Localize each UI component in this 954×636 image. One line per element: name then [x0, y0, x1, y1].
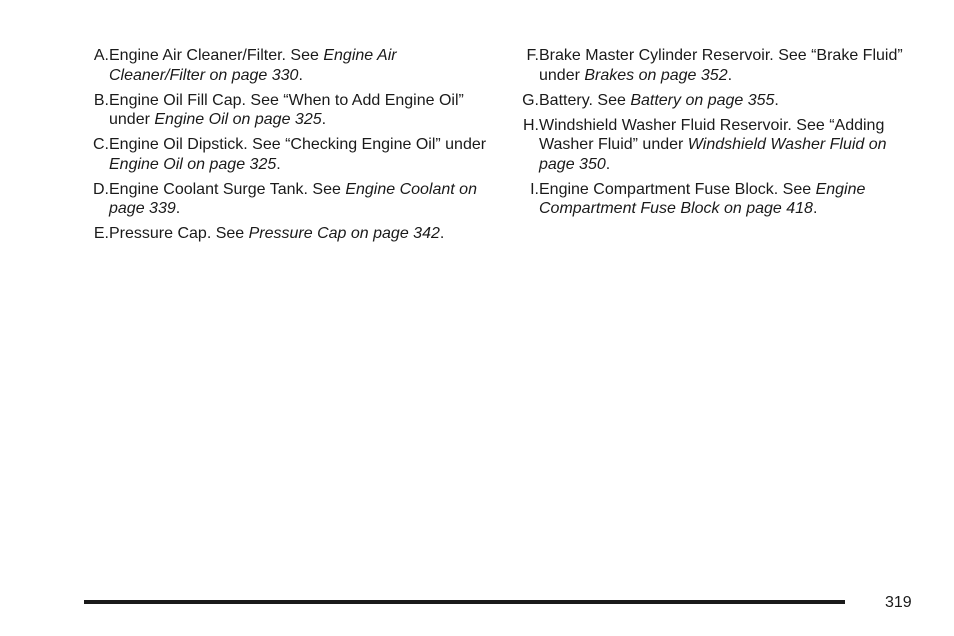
item-end: .	[727, 66, 733, 84]
list-item	[510, 91, 920, 111]
right-column	[510, 46, 920, 224]
page-reference[interactable]: Pressure Cap on page 342	[248, 225, 440, 242]
page-number: 319	[885, 594, 912, 611]
item-end: .	[439, 225, 445, 242]
page-reference[interactable]: Windshield Washer Fluid on page 350	[539, 136, 887, 173]
item-text: Windshield Washer Fluid Reservoir. See “Adding Washer Fluid” under	[539, 116, 885, 153]
item-text: Engine Compartment Fuse Block. See	[539, 180, 816, 198]
item-text: Engine Air Cleaner/Filter. See	[109, 47, 324, 64]
item-text: Pressure Cap. See	[109, 225, 249, 242]
item-end: .	[321, 111, 327, 128]
page-reference[interactable]: Brakes on page 352	[584, 66, 728, 84]
item-letter: I.	[530, 180, 539, 198]
left-column	[80, 46, 490, 249]
page-reference[interactable]: Engine Oil on page 325	[154, 111, 322, 128]
list-item	[80, 91, 490, 130]
item-letter: H.	[523, 116, 539, 134]
list-item	[80, 224, 490, 244]
footer-rule	[84, 600, 845, 604]
list-item	[510, 116, 920, 175]
item-text: Battery. See	[539, 91, 631, 109]
item-text: Engine Oil Fill Cap. See “When to Add Engine Oil” under	[109, 91, 464, 128]
page-reference[interactable]: Engine Compartment Fuse Block on page 418	[539, 180, 866, 217]
list-item	[80, 180, 490, 219]
item-letter: F.	[526, 47, 539, 64]
item-end: .	[298, 66, 303, 84]
list-item	[80, 46, 490, 85]
item-end: .	[276, 155, 281, 173]
item-end: .	[774, 91, 779, 109]
item-letter: C.	[93, 136, 109, 153]
item-letter: B.	[93, 91, 109, 109]
list-item	[80, 135, 490, 174]
page-reference[interactable]: Engine Air Cleaner/Filter on page 330	[109, 47, 397, 84]
item-text: Engine Oil Dipstick. See “Checking Engine Oil” under	[109, 136, 487, 153]
page-reference[interactable]: Battery on page 355	[630, 91, 775, 109]
item-end: .	[175, 200, 181, 217]
item-letter: E.	[93, 225, 109, 242]
list-item	[510, 180, 920, 219]
item-letter: A.	[93, 47, 109, 64]
page-reference[interactable]: Engine Oil on page 325	[109, 155, 277, 173]
item-end: .	[605, 155, 611, 173]
item-end: .	[812, 200, 818, 217]
item-text: Engine Coolant Surge Tank. See	[109, 180, 346, 198]
item-letter: G.	[522, 91, 539, 109]
item-letter: D.	[93, 180, 109, 198]
page-reference[interactable]: Engine Coolant on page 339	[109, 180, 477, 217]
item-text: Brake Master Cylinder Reservoir. See “Brake Fluid” under	[539, 47, 903, 84]
list-item	[510, 46, 920, 85]
